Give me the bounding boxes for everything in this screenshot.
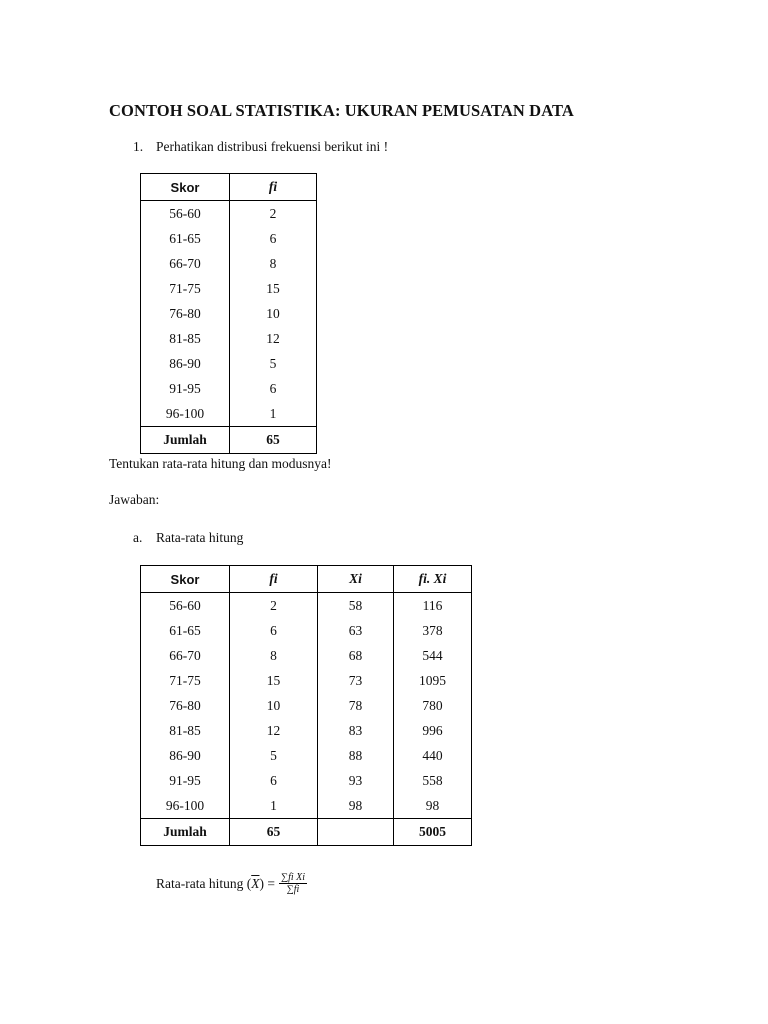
table-cell: 93 — [318, 768, 394, 793]
table-cell: 86-90 — [141, 351, 230, 376]
table-cell: 78 — [318, 693, 394, 718]
table-cell: 66-70 — [141, 251, 230, 276]
formula-symbol: $\overline{X}$ — [251, 875, 260, 891]
table-row — [141, 226, 317, 251]
table-cell: 6 — [230, 768, 318, 793]
mean-formula — [156, 872, 307, 895]
table-row — [141, 743, 472, 768]
table-cell: 88 — [318, 743, 394, 768]
table-cell: 6 — [230, 618, 318, 643]
formula-fraction — [279, 872, 307, 895]
table-cell: 98 — [425, 797, 440, 813]
table-cell: 440 — [422, 747, 443, 763]
table-row — [141, 618, 472, 643]
table-row — [141, 593, 472, 619]
table-cell: 15 — [266, 280, 280, 296]
table-total-label: Jumlah — [141, 427, 230, 454]
frequency-table — [140, 173, 317, 454]
table-row — [141, 251, 317, 276]
table-cell: 116 — [422, 597, 443, 613]
formula-label: Rata-rata hitung ( — [156, 875, 252, 891]
table-cell: 61-65 — [141, 618, 230, 643]
formula-denominator: ∑fi — [286, 884, 300, 895]
table-cell: 83 — [318, 718, 394, 743]
table-cell: 2 — [269, 205, 277, 221]
table-row — [141, 693, 472, 718]
table2-header-fi: fi — [230, 566, 318, 593]
table-cell: 81-85 — [141, 718, 230, 743]
answer-label: Jawaban: — [109, 492, 160, 507]
table-cell: 558 — [422, 772, 443, 788]
table-cell: 12 — [266, 330, 280, 346]
table-total-xi — [318, 819, 394, 846]
table-cell: 96-100 — [141, 401, 230, 427]
table-cell: 1095 — [419, 672, 446, 688]
table-cell: 15 — [230, 668, 318, 693]
table-cell: 56-60 — [141, 593, 230, 619]
table1-header-skor: Skor — [141, 174, 230, 201]
table-total-fixi: 5005 — [394, 819, 472, 846]
table-cell: 5 — [230, 743, 318, 768]
table-cell: 73 — [318, 668, 394, 693]
table-total-fi: 65 — [230, 819, 318, 846]
table-cell: 6 — [269, 380, 277, 396]
table-cell: 71-75 — [141, 668, 230, 693]
table-cell: 996 — [422, 722, 443, 738]
table-cell: 96-100 — [141, 793, 230, 819]
table-row — [141, 276, 317, 301]
table-cell: 780 — [422, 697, 443, 713]
table-total-row — [141, 427, 317, 454]
table-cell: 8 — [269, 255, 277, 271]
table-total-row — [141, 819, 472, 846]
table2-header-xi: Xi — [318, 566, 394, 593]
table-cell: 10 — [230, 693, 318, 718]
table-cell: 98 — [318, 793, 394, 819]
table-cell: 1 — [269, 405, 277, 421]
instruction-text: Tentukan rata-rata hitung dan modusnya! — [109, 456, 332, 471]
table-cell: 1 — [230, 793, 318, 819]
table-total-label: Jumlah — [141, 819, 230, 846]
table-cell: 81-85 — [141, 326, 230, 351]
formula-numerator: ∑fi Xi — [280, 872, 306, 883]
table-cell: 71-75 — [141, 276, 230, 301]
document-title: CONTOH SOAL STATISTIKA: UKURAN PEMUSATAN DATA — [109, 101, 574, 120]
table-total-value: 65 — [230, 427, 317, 454]
table2-header-fixi: fi. Xi — [394, 566, 472, 593]
part-a-letter: a. — [133, 530, 143, 545]
table-cell: 544 — [422, 647, 443, 663]
table-cell: 58 — [318, 593, 394, 619]
formula-close: ) = — [259, 875, 275, 891]
table-cell: 5 — [269, 355, 277, 371]
table-cell: 8 — [230, 643, 318, 668]
table1-header-fi: fi — [230, 174, 317, 201]
table-cell: 63 — [318, 618, 394, 643]
table-row — [141, 793, 472, 819]
table-cell: 56-60 — [141, 201, 230, 227]
table2-header-skor: Skor — [141, 566, 230, 593]
table-cell: 86-90 — [141, 743, 230, 768]
table-cell: 61-65 — [141, 226, 230, 251]
table-cell: 2 — [230, 593, 318, 619]
table-cell: 76-80 — [141, 301, 230, 326]
table-row — [141, 376, 317, 401]
table-cell: 378 — [422, 622, 443, 638]
table-row — [141, 351, 317, 376]
part-a-text: Rata-rata hitung — [156, 530, 244, 545]
table-cell: 76-80 — [141, 693, 230, 718]
table-cell: 91-95 — [141, 768, 230, 793]
table-cell: 66-70 — [141, 643, 230, 668]
question-text: Perhatikan distribusi frekuensi berikut ini ! — [156, 139, 389, 154]
table-cell: 10 — [266, 305, 280, 321]
table-row — [141, 768, 472, 793]
table-row — [141, 718, 472, 743]
calculation-table — [140, 565, 472, 846]
table-row — [141, 401, 317, 427]
table-cell: 12 — [230, 718, 318, 743]
table-row — [141, 201, 317, 227]
table-row — [141, 301, 317, 326]
table-cell: 91-95 — [141, 376, 230, 401]
table-cell: 68 — [318, 643, 394, 668]
table-cell: 6 — [269, 230, 277, 246]
table-row — [141, 668, 472, 693]
table-row — [141, 643, 472, 668]
table-row — [141, 326, 317, 351]
question-number: 1. — [133, 139, 144, 154]
